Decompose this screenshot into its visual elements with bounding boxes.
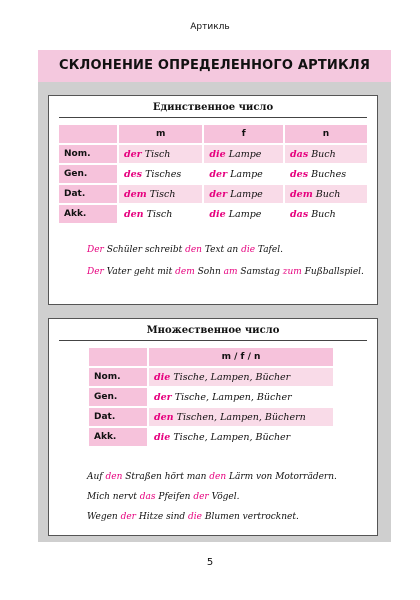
cell-n: das Buch <box>285 205 367 223</box>
table-row <box>89 428 333 446</box>
cell-n: des Buches <box>285 165 367 183</box>
cell-f: die Lampe <box>204 205 283 223</box>
table-row <box>89 388 333 406</box>
singular-example-2: Der Vater geht mit dem Sohn am Samstag zum Fußballspiel. <box>87 267 364 277</box>
table-header-row <box>59 125 367 143</box>
case-label: Dat. <box>59 185 117 203</box>
case-label: Gen. <box>59 165 117 183</box>
singular-panel <box>48 95 378 305</box>
cell-m: dem Tisch <box>119 185 202 203</box>
cell-m: der Tisch <box>119 145 202 163</box>
case-header-cell <box>59 125 117 143</box>
singular-table <box>57 123 369 225</box>
case-label: Nom. <box>89 368 147 386</box>
table-row <box>59 145 367 163</box>
plural-table <box>87 346 335 448</box>
cell-f: der Lampe <box>204 185 283 203</box>
plural-example-1: Auf den Straßen hört man den Lärm von Motorrädern. <box>87 472 337 482</box>
cell-plural: den Tischen, Lampen, Büchern <box>149 408 333 426</box>
singular-example-1: Der Schüler schreibt den Text an die Tafel. <box>87 245 283 255</box>
table-row <box>59 205 367 223</box>
table-row <box>89 408 333 426</box>
cell-f: der Lampe <box>204 165 283 183</box>
table-row <box>59 185 367 203</box>
case-label: Dat. <box>89 408 147 426</box>
table-header-row <box>89 348 333 366</box>
page-number: 5 <box>206 557 214 568</box>
case-label: Akk. <box>89 428 147 446</box>
heading-divider <box>59 117 367 118</box>
column-f: f <box>204 125 283 143</box>
case-header-cell <box>89 348 147 366</box>
cell-m: den Tisch <box>119 205 202 223</box>
case-label: Nom. <box>59 145 117 163</box>
case-label: Gen. <box>89 388 147 406</box>
running-header: Артикль <box>190 22 230 32</box>
column-m: m <box>119 125 202 143</box>
cell-plural: die Tische, Lampen, Bücher <box>149 428 333 446</box>
table-row <box>89 368 333 386</box>
cell-n: das Buch <box>285 145 367 163</box>
column-mfn: m / f / n <box>149 348 333 366</box>
cell-m: des Tisches <box>119 165 202 183</box>
plural-panel <box>48 318 378 536</box>
singular-heading: Единственное число <box>152 102 274 113</box>
heading-divider <box>59 340 367 341</box>
cell-plural: die Tische, Lampen, Bücher <box>149 368 333 386</box>
plural-heading: Множественное число <box>146 325 280 336</box>
column-n: n <box>285 125 367 143</box>
plural-example-2: Mich nervt das Pfeifen der Vögel. <box>87 492 240 502</box>
cell-f: die Lampe <box>204 145 283 163</box>
page-title: СКЛОНЕНИЕ ОПРЕДЕЛЕННОГО АРТИКЛЯ <box>58 58 371 73</box>
cell-plural: der Tische, Lampen, Bücher <box>149 388 333 406</box>
table-row <box>59 165 367 183</box>
cell-n: dem Buch <box>285 185 367 203</box>
plural-example-3: Wegen der Hitze sind die Blumen vertrocknet. <box>87 512 299 522</box>
case-label: Akk. <box>59 205 117 223</box>
